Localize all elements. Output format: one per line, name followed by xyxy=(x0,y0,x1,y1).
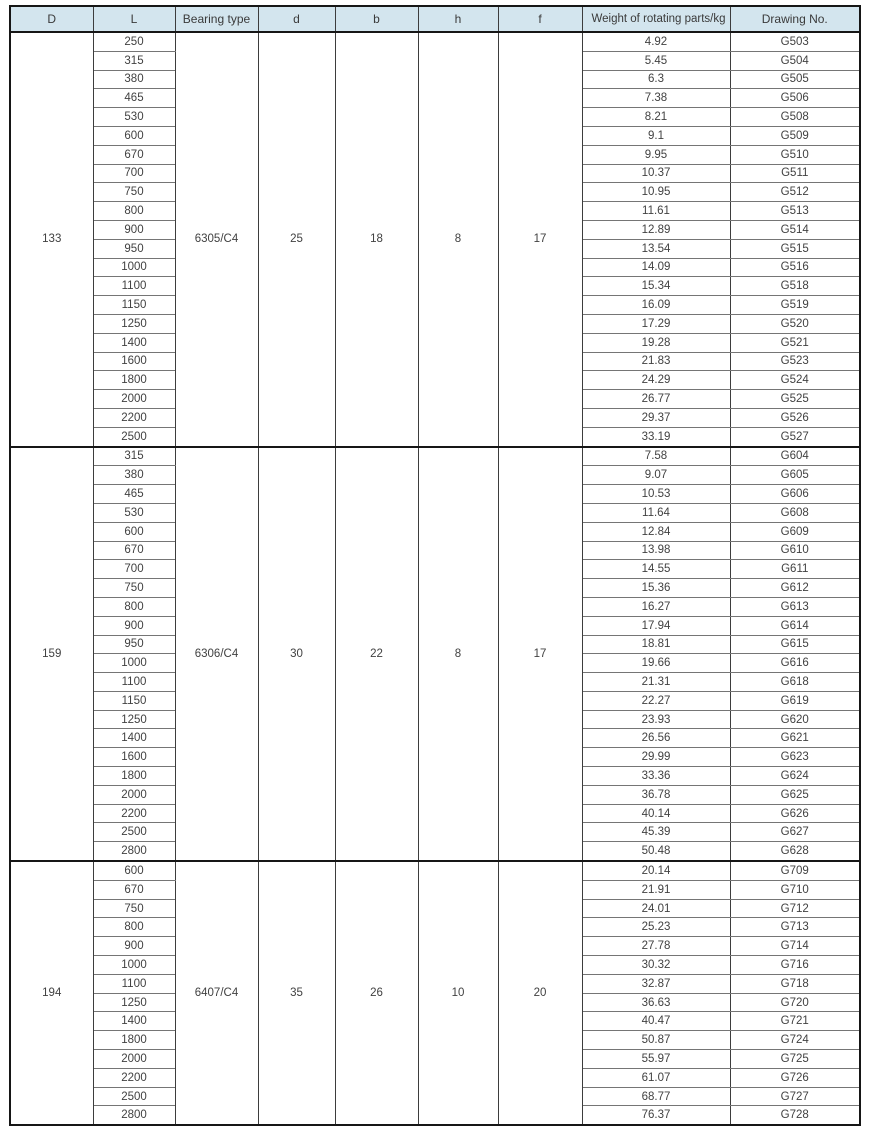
weight-cell: 36.78 xyxy=(582,785,730,804)
length-cell: 315 xyxy=(93,447,175,466)
weight-cell: 27.78 xyxy=(582,937,730,956)
length-cell: 700 xyxy=(93,560,175,579)
header-row xyxy=(10,6,860,32)
drawing-no-cell: G520 xyxy=(730,314,860,333)
drawing-no-cell: G710 xyxy=(730,880,860,899)
drawing-no-cell: G712 xyxy=(730,899,860,918)
weight-cell: 9.95 xyxy=(582,145,730,164)
b-dimension-cell: 26 xyxy=(335,861,418,1125)
weight-cell: 15.34 xyxy=(582,277,730,296)
drawing-no-cell: G720 xyxy=(730,993,860,1012)
drawing-no-cell: G725 xyxy=(730,1050,860,1069)
drawing-no-cell: G709 xyxy=(730,861,860,880)
b-dimension-cell: 22 xyxy=(335,447,418,862)
table-row xyxy=(10,447,860,466)
length-cell: 950 xyxy=(93,239,175,258)
length-cell: 315 xyxy=(93,51,175,70)
length-cell: 1150 xyxy=(93,691,175,710)
weight-cell: 50.48 xyxy=(582,842,730,861)
inner-diameter-cell: 25 xyxy=(258,32,335,447)
length-cell: 2200 xyxy=(93,804,175,823)
length-cell: 2000 xyxy=(93,390,175,409)
weight-cell: 40.47 xyxy=(582,1012,730,1031)
drawing-no-cell: G512 xyxy=(730,183,860,202)
length-cell: 900 xyxy=(93,220,175,239)
weight-cell: 12.84 xyxy=(582,522,730,541)
drawing-no-cell: G721 xyxy=(730,1012,860,1031)
length-cell: 600 xyxy=(93,861,175,880)
outer-diameter-cell: 133 xyxy=(10,32,93,447)
bearing-type-cell: 6305/C4 xyxy=(175,32,258,447)
weight-cell: 16.27 xyxy=(582,597,730,616)
weight-cell: 17.29 xyxy=(582,314,730,333)
drawing-no-cell: G611 xyxy=(730,560,860,579)
length-cell: 1250 xyxy=(93,993,175,1012)
inner-diameter-cell: 35 xyxy=(258,861,335,1125)
weight-cell: 7.58 xyxy=(582,447,730,466)
length-cell: 2200 xyxy=(93,1068,175,1087)
drawing-no-cell: G624 xyxy=(730,767,860,786)
length-cell: 465 xyxy=(93,89,175,108)
weight-cell: 19.66 xyxy=(582,654,730,673)
length-cell: 1150 xyxy=(93,296,175,315)
drawing-no-cell: G518 xyxy=(730,277,860,296)
h-dimension-cell: 10 xyxy=(418,861,498,1125)
weight-cell: 10.53 xyxy=(582,485,730,504)
bearing-type-cell: 6306/C4 xyxy=(175,447,258,862)
drawing-no-cell: G525 xyxy=(730,390,860,409)
table-header xyxy=(10,6,860,32)
weight-cell: 6.3 xyxy=(582,70,730,89)
length-cell: 670 xyxy=(93,145,175,164)
drawing-no-cell: G519 xyxy=(730,296,860,315)
drawing-no-cell: G504 xyxy=(730,51,860,70)
header-cell-bearing: Bearing type xyxy=(175,6,258,32)
drawing-no-cell: G608 xyxy=(730,503,860,522)
length-cell: 2500 xyxy=(93,1087,175,1106)
weight-cell: 24.01 xyxy=(582,899,730,918)
length-cell: 1400 xyxy=(93,1012,175,1031)
drawing-no-cell: G616 xyxy=(730,654,860,673)
outer-diameter-cell: 159 xyxy=(10,447,93,862)
length-cell: 1800 xyxy=(93,767,175,786)
drawing-no-cell: G604 xyxy=(730,447,860,466)
header-cell-weight: Weight of rotating parts/kg xyxy=(582,6,730,32)
drawing-no-cell: G524 xyxy=(730,371,860,390)
weight-cell: 30.32 xyxy=(582,956,730,975)
drawing-no-cell: G621 xyxy=(730,729,860,748)
h-dimension-cell: 8 xyxy=(418,32,498,447)
drawing-no-cell: G614 xyxy=(730,616,860,635)
weight-cell: 17.94 xyxy=(582,616,730,635)
drawing-no-cell: G716 xyxy=(730,956,860,975)
drawing-no-cell: G613 xyxy=(730,597,860,616)
drawing-no-cell: G724 xyxy=(730,1031,860,1050)
length-cell: 2200 xyxy=(93,408,175,427)
weight-cell: 5.45 xyxy=(582,51,730,70)
weight-cell: 11.64 xyxy=(582,503,730,522)
length-cell: 1100 xyxy=(93,673,175,692)
drawing-no-cell: G521 xyxy=(730,333,860,352)
weight-cell: 68.77 xyxy=(582,1087,730,1106)
length-cell: 2000 xyxy=(93,1050,175,1069)
drawing-no-cell: G606 xyxy=(730,485,860,504)
drawing-no-cell: G610 xyxy=(730,541,860,560)
length-cell: 530 xyxy=(93,503,175,522)
length-cell: 465 xyxy=(93,485,175,504)
weight-cell: 20.14 xyxy=(582,861,730,880)
weight-cell: 24.29 xyxy=(582,371,730,390)
drawing-no-cell: G628 xyxy=(730,842,860,861)
length-cell: 750 xyxy=(93,579,175,598)
drawing-no-cell: G619 xyxy=(730,691,860,710)
weight-cell: 76.37 xyxy=(582,1106,730,1125)
drawing-no-cell: G727 xyxy=(730,1087,860,1106)
drawing-no-cell: G503 xyxy=(730,32,860,51)
drawing-no-cell: G618 xyxy=(730,673,860,692)
drawing-no-cell: G728 xyxy=(730,1106,860,1125)
drawing-no-cell: G514 xyxy=(730,220,860,239)
length-cell: 670 xyxy=(93,880,175,899)
weight-cell: 33.36 xyxy=(582,767,730,786)
weight-cell: 13.98 xyxy=(582,541,730,560)
weight-cell: 22.27 xyxy=(582,691,730,710)
weight-cell: 12.89 xyxy=(582,220,730,239)
weight-cell: 4.92 xyxy=(582,32,730,51)
weight-cell: 21.31 xyxy=(582,673,730,692)
drawing-no-cell: G620 xyxy=(730,710,860,729)
table-row xyxy=(10,32,860,51)
length-cell: 1600 xyxy=(93,748,175,767)
length-cell: 600 xyxy=(93,126,175,145)
weight-cell: 13.54 xyxy=(582,239,730,258)
header-cell-f: f xyxy=(498,6,582,32)
drawing-no-cell: G714 xyxy=(730,937,860,956)
length-cell: 800 xyxy=(93,918,175,937)
weight-cell: 7.38 xyxy=(582,89,730,108)
f-dimension-cell: 20 xyxy=(498,861,582,1125)
header-cell-L: L xyxy=(93,6,175,32)
length-cell: 1600 xyxy=(93,352,175,371)
weight-cell: 10.95 xyxy=(582,183,730,202)
weight-cell: 14.55 xyxy=(582,560,730,579)
length-cell: 1250 xyxy=(93,710,175,729)
table-row xyxy=(10,861,860,880)
weight-cell: 33.19 xyxy=(582,427,730,446)
length-cell: 800 xyxy=(93,597,175,616)
weight-cell: 10.37 xyxy=(582,164,730,183)
length-cell: 2000 xyxy=(93,785,175,804)
length-cell: 1100 xyxy=(93,277,175,296)
drawing-no-cell: G625 xyxy=(730,785,860,804)
length-cell: 2800 xyxy=(93,842,175,861)
header-cell-D: D xyxy=(10,6,93,32)
drawing-no-cell: G526 xyxy=(730,408,860,427)
length-cell: 700 xyxy=(93,164,175,183)
length-cell: 2800 xyxy=(93,1106,175,1125)
drawing-no-cell: G506 xyxy=(730,89,860,108)
weight-cell: 19.28 xyxy=(582,333,730,352)
length-cell: 1100 xyxy=(93,974,175,993)
length-cell: 1800 xyxy=(93,1031,175,1050)
weight-cell: 45.39 xyxy=(582,823,730,842)
length-cell: 950 xyxy=(93,635,175,654)
length-cell: 750 xyxy=(93,183,175,202)
weight-cell: 36.63 xyxy=(582,993,730,1012)
header-cell-h: h xyxy=(418,6,498,32)
drawing-no-cell: G713 xyxy=(730,918,860,937)
weight-cell: 26.77 xyxy=(582,390,730,409)
drawing-no-cell: G505 xyxy=(730,70,860,89)
drawing-no-cell: G515 xyxy=(730,239,860,258)
inner-diameter-cell: 30 xyxy=(258,447,335,862)
length-cell: 1000 xyxy=(93,956,175,975)
drawing-no-cell: G516 xyxy=(730,258,860,277)
length-cell: 1800 xyxy=(93,371,175,390)
weight-cell: 21.91 xyxy=(582,880,730,899)
length-cell: 800 xyxy=(93,202,175,221)
h-dimension-cell: 8 xyxy=(418,447,498,862)
length-cell: 1400 xyxy=(93,333,175,352)
drawing-no-cell: G623 xyxy=(730,748,860,767)
length-cell: 2500 xyxy=(93,427,175,446)
weight-cell: 61.07 xyxy=(582,1068,730,1087)
length-cell: 380 xyxy=(93,466,175,485)
table-body xyxy=(10,32,860,1125)
drawing-no-cell: G612 xyxy=(730,579,860,598)
drawing-no-cell: G513 xyxy=(730,202,860,221)
weight-cell: 50.87 xyxy=(582,1031,730,1050)
length-cell: 2500 xyxy=(93,823,175,842)
length-cell: 1000 xyxy=(93,258,175,277)
length-cell: 1000 xyxy=(93,654,175,673)
bearing-type-cell: 6407/C4 xyxy=(175,861,258,1125)
drawing-no-cell: G509 xyxy=(730,126,860,145)
length-cell: 250 xyxy=(93,32,175,51)
length-cell: 1400 xyxy=(93,729,175,748)
weight-cell: 18.81 xyxy=(582,635,730,654)
length-cell: 900 xyxy=(93,937,175,956)
outer-diameter-cell: 194 xyxy=(10,861,93,1125)
drawing-no-cell: G626 xyxy=(730,804,860,823)
drawing-no-cell: G627 xyxy=(730,823,860,842)
weight-cell: 9.1 xyxy=(582,126,730,145)
drawing-no-cell: G726 xyxy=(730,1068,860,1087)
length-cell: 900 xyxy=(93,616,175,635)
weight-cell: 21.83 xyxy=(582,352,730,371)
drawing-no-cell: G510 xyxy=(730,145,860,164)
weight-cell: 8.21 xyxy=(582,108,730,127)
drawing-no-cell: G523 xyxy=(730,352,860,371)
length-cell: 530 xyxy=(93,108,175,127)
drawing-no-cell: G615 xyxy=(730,635,860,654)
weight-cell: 15.36 xyxy=(582,579,730,598)
weight-cell: 32.87 xyxy=(582,974,730,993)
drawing-no-cell: G508 xyxy=(730,108,860,127)
drawing-no-cell: G527 xyxy=(730,427,860,446)
header-cell-d: d xyxy=(258,6,335,32)
header-cell-drawing: Drawing No. xyxy=(730,6,860,32)
weight-cell: 29.99 xyxy=(582,748,730,767)
length-cell: 1250 xyxy=(93,314,175,333)
bearing-spec-table xyxy=(9,5,861,1126)
drawing-no-cell: G718 xyxy=(730,974,860,993)
f-dimension-cell: 17 xyxy=(498,32,582,447)
header-cell-b: b xyxy=(335,6,418,32)
weight-cell: 9.07 xyxy=(582,466,730,485)
weight-cell: 26.56 xyxy=(582,729,730,748)
drawing-no-cell: G511 xyxy=(730,164,860,183)
weight-cell: 29.37 xyxy=(582,408,730,427)
length-cell: 600 xyxy=(93,522,175,541)
f-dimension-cell: 17 xyxy=(498,447,582,862)
drawing-no-cell: G605 xyxy=(730,466,860,485)
weight-cell: 16.09 xyxy=(582,296,730,315)
weight-cell: 11.61 xyxy=(582,202,730,221)
b-dimension-cell: 18 xyxy=(335,32,418,447)
length-cell: 670 xyxy=(93,541,175,560)
weight-cell: 14.09 xyxy=(582,258,730,277)
drawing-no-cell: G609 xyxy=(730,522,860,541)
length-cell: 750 xyxy=(93,899,175,918)
weight-cell: 40.14 xyxy=(582,804,730,823)
length-cell: 380 xyxy=(93,70,175,89)
weight-cell: 55.97 xyxy=(582,1050,730,1069)
weight-cell: 23.93 xyxy=(582,710,730,729)
weight-cell: 25.23 xyxy=(582,918,730,937)
